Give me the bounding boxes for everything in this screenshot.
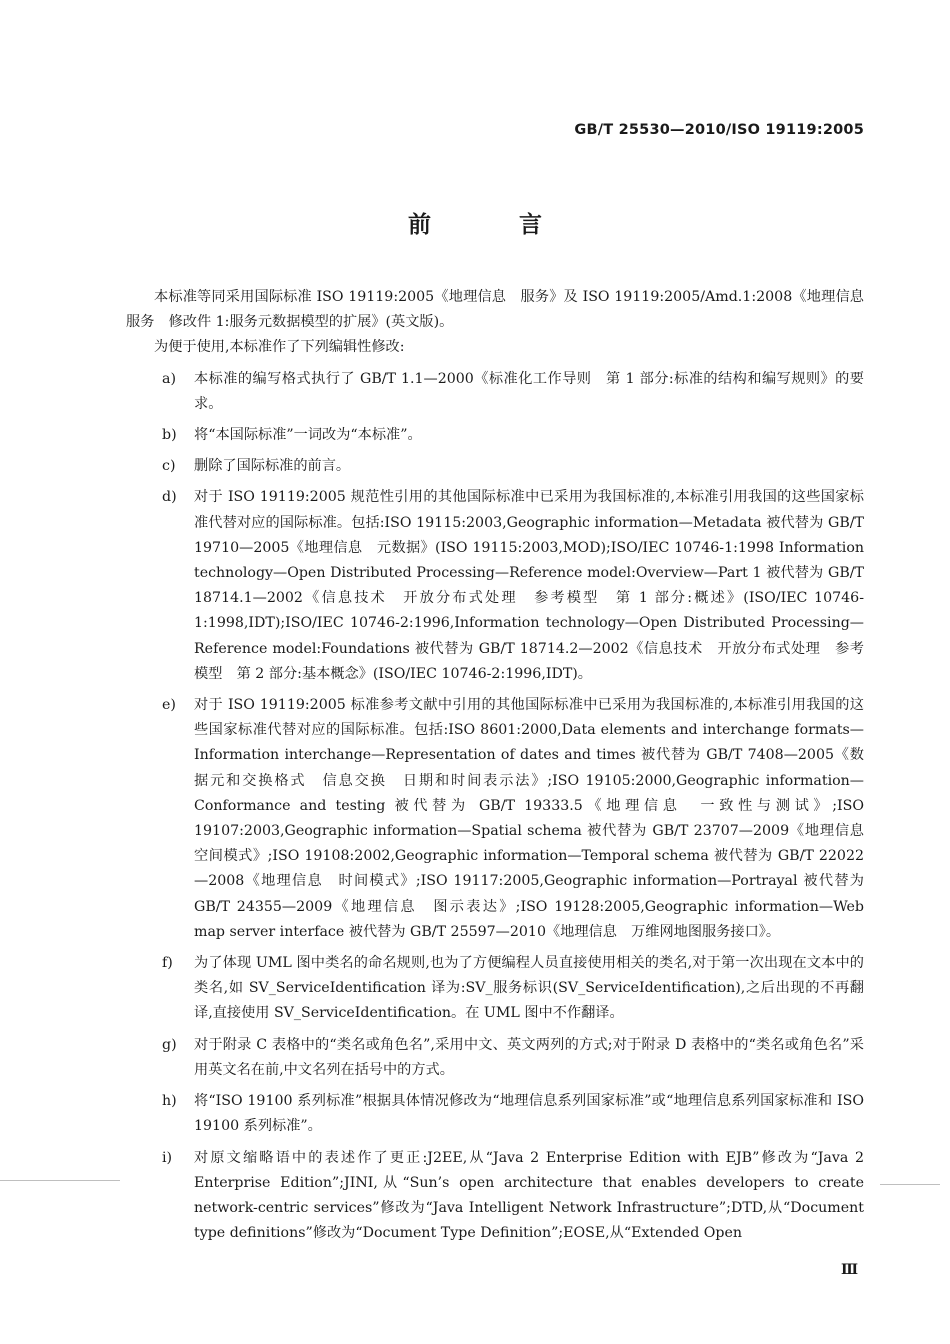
list-item-label: e) xyxy=(162,697,176,714)
list-item-text: 对于 ISO 19119:2005 规范性引用的其他国际标准中已采用为我国标准的,本标准引用我国的这些国家标准代替对应的国际标准。包括:ISO 19115:2003,Geographic information—Metadata 被代替为 GB/T 19710—2005《地理信息 元数据》(ISO 19115:2003,MOD);ISO/IEC 10746-1:1998 Information technology—Open Distributed Processing—Reference model:Overview—Part 1 被代替为 GB/T 18714.1—2002《信息技术 开放分布式处理 参考模型 第 1 部分:概述》(ISO/IEC 10746-1:1998,IDT);ISO/IEC 10746-2:1996,Information technology—Open Distributed Processing—Reference model:Foundations 被代替为 GB/T 18714.2—2002《信息技术 开放分布式处理 参考模型 第 2 部分:基本概念》(ISO/IEC 10746-2:1996,IDT)。 xyxy=(194,489,864,682)
list-item-label: h) xyxy=(162,1093,177,1110)
list-item xyxy=(126,1089,864,1139)
foreword-body xyxy=(126,285,879,1246)
list-item-text: 将“ISO 19100 系列标准”根据具体情况修改为“地理信息系列国家标准”或“地理信息系列国家标准和 ISO 19100 系列标准”。 xyxy=(194,1093,864,1135)
list-item xyxy=(126,454,864,479)
list-item-text: 对原文缩略语中的表述作了更正:J2EE,从“Java 2 Enterprise Edition with EJB”修改为“Java 2 Enterprise Edition”;JINI,从“Sun’s open architecture that enables developers to create network-centric services”修改为“Java Intelligent Network Infrastructure”;DTD,从“Document type definitions”修改为“Document Type Definition”;EOSE,从“Extended Open xyxy=(194,1149,864,1242)
list-item xyxy=(126,951,864,1027)
list-item-label: c) xyxy=(162,458,176,475)
list-item-label: f) xyxy=(162,955,173,972)
intro-paragraph-1: 本标准等同采用国际标准 ISO 19119:2005《地理信息 服务》及 ISO 19119:2005/Amd.1:2008《地理信息 服务 修改件 1:服务元数据模型的扩展》(英文版)。 xyxy=(126,289,879,331)
list-item-label: d) xyxy=(162,489,177,506)
list-item xyxy=(126,367,864,417)
list-item xyxy=(126,693,879,945)
list-item-label: i) xyxy=(162,1149,173,1166)
list-item-text: 将“本国际标准”一词改为“本标准”。 xyxy=(194,427,422,444)
list-item xyxy=(126,1146,864,1247)
list-item-text: 本标准的编写格式执行了 GB/T 1.1—2000《标准化工作导则 第 1 部分:标准的结构和编写规则》的要求。 xyxy=(194,370,864,412)
scan-artifact xyxy=(0,1180,120,1181)
intro-paragraph-2: 为便于使用,本标准作了下列编辑性修改: xyxy=(154,339,405,356)
list-item-text: 对于附录 C 表格中的“类名或角色名”,采用中文、英文两列的方式;对于附录 D 表格中的“类名或角色名”采用英文名在前,中文名列在括号中的方式。 xyxy=(194,1036,864,1078)
list-item-text: 删除了国际标准的前言。 xyxy=(194,458,351,475)
list-item-label: b) xyxy=(162,427,177,444)
page-title: 前 言 xyxy=(407,212,582,238)
page-number: Ⅲ xyxy=(840,1262,858,1278)
list-item xyxy=(126,485,864,687)
list-item-label: a) xyxy=(162,370,176,387)
list-item-text: 为了体现 UML 图中类名的命名规则,也为了方便编程人员直接使用相关的类名,对于第一次出现在文本中的类名,如 SV_ServiceIdentification 译为:SV_服务标识(SV_ServiceIdentification),之后出现的不再翻译,直接使用 SV_ServiceIdentification。在 UML 图中不作翻译。 xyxy=(194,955,864,1022)
list-item-label: g) xyxy=(162,1036,177,1053)
list-item xyxy=(126,423,864,448)
scan-artifact xyxy=(880,1184,940,1185)
list-item xyxy=(126,1033,864,1083)
standard-code: GB/T 25530—2010/ISO 19119:2005 xyxy=(574,122,864,138)
list-item-text: 对于 ISO 19119:2005 标准参考文献中引用的其他国际标准中已采用为我国标准的,本标准引用我国的这些国家标准代替对应的国际标准。包括:ISO 8601:2000,Data elements and interchange formats—Information interchange—Representation of dates and times 被代替为 GB/T 7408—2005《数据元和交换格式 信息交换 日期和时间表示法》;ISO 19105:2000,Geographic information—Conformance and testing 被代替为 GB/T 19333.5《地理信息 一致性与测试》;ISO 19107:2003,Geographic information—Spatial schema 被代替为 GB/T 23707—2009《地理信息 空间模式》;ISO 19108:2002,Geographic information—Temporal schema 被代替为 GB/T 22022—2008《地理信息 时间模式》;ISO 19117:2005,Geographic information—Portrayal 被代替为 GB/T 24355—2009《地理信息 图示表达》;ISO 19128:2005,Geographic information—Web map server interface 被代替为 GB/T 25597—2010《地理信息 万维网地图服务接口》。 xyxy=(194,697,879,940)
